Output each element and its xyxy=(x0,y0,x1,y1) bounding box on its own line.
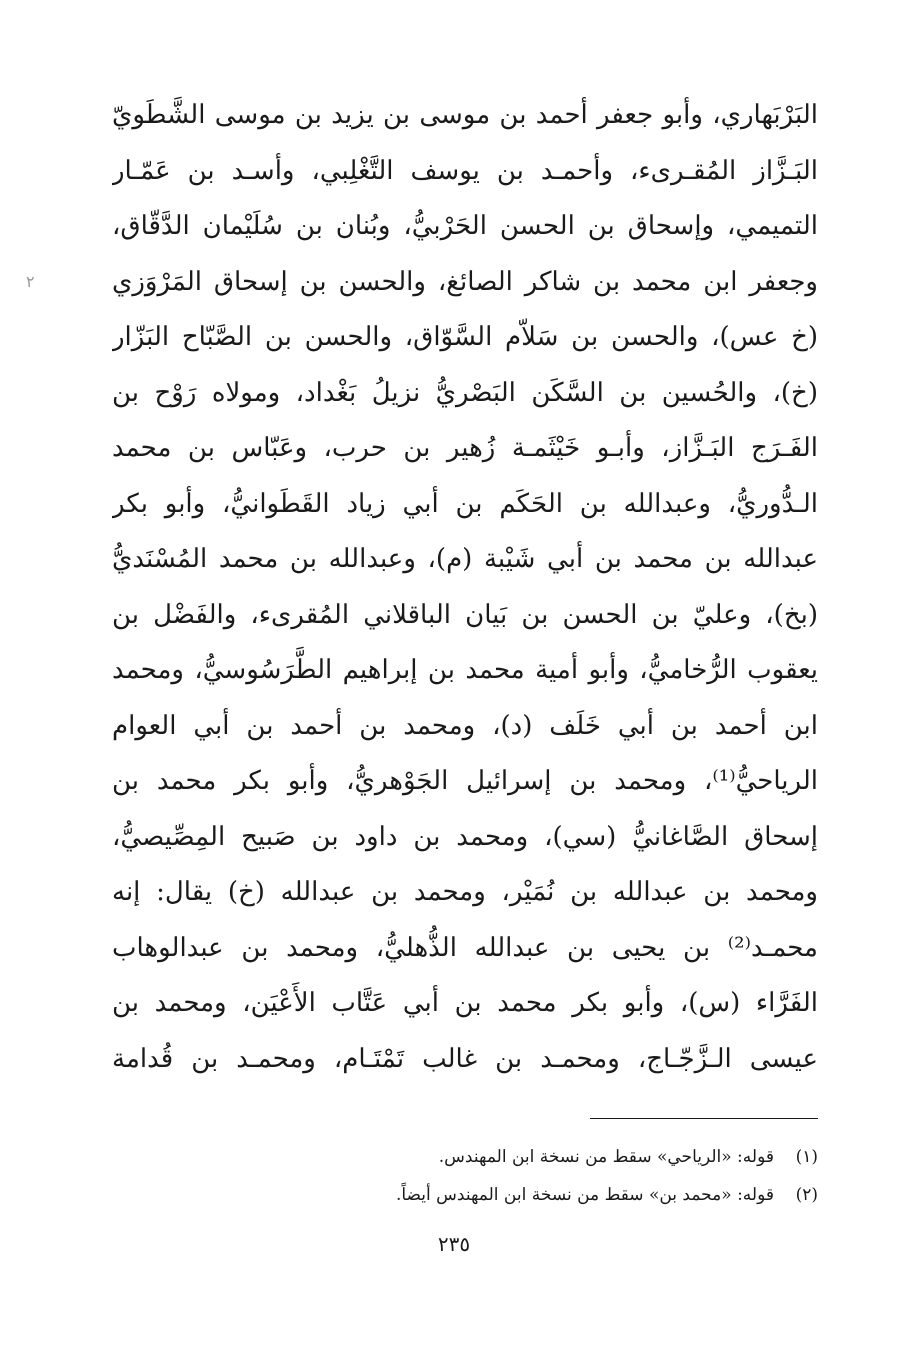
footnote xyxy=(112,1176,818,1214)
text-line: ومحمد بن عبدالله بن نُمَيْر، ومحمد بن عبدالله (خ) يقال: إنه xyxy=(112,877,818,907)
text-line: (خ عس)، والحسن بن سَلاّم السَّوّاق، والحسن بن الصَّبّاح البَزّار xyxy=(112,322,818,352)
text-line: (خ)، والحُسين بن السَّكَن البَصْريُّ نزيلُ بَغْداد، ومولاه رَوْح بن xyxy=(112,377,818,408)
text-line: التميمي، وإسحاق بن الحسن الحَرْبيُّ، وبُنان بن سُلَيْمان الدَّقّاق، xyxy=(112,211,818,241)
text-line: الفَـرَج البَـزَّاز، وأبـو خَيْثَمـة زُهير بن حرب، وعَبّاس بن محمد xyxy=(112,433,818,463)
footnote xyxy=(112,1138,818,1176)
text-line: ابن أحمد بن أبي خَلَف (د)، ومحمد بن أحمد بن أبي العوام xyxy=(112,710,818,741)
text-line: وجعفر ابن محمد بن شاكر الصائغ، والحسن بن إسحاق المَرْوَزي xyxy=(112,266,818,297)
text-line: محمـد⁽²⁾ بن يحيى بن عبدالله الذُّهليُّ، ومحمد بن عبدالوهاب xyxy=(112,932,818,963)
text-line: الرياحيُّ⁽¹⁾، ومحمد بن إسرائيل الجَوْهريُّ، وأبو بكر محمد بن xyxy=(112,766,818,796)
footnote-number: (١) xyxy=(795,1147,818,1167)
margin-mark: ٢ xyxy=(26,272,35,291)
text-line: البَرْبَهاري، وأبو جعفر أحمد بن موسى بن يزيد بن موسى الشَّطَويّ xyxy=(112,100,818,130)
footnotes xyxy=(112,1138,818,1214)
footnote-text: قوله: «الرياحي» سقط من نسخة ابن المهندس. xyxy=(438,1147,774,1167)
text-line: البَـزَّاز المُقـرىء، وأحمـد بن يوسف التَّغْلِبي، وأسـد بن عَمّـار xyxy=(112,155,818,186)
footnote-divider xyxy=(590,1118,818,1119)
text-line: إسحاق الصَّاغانيُّ (سي)، ومحمد بن داود بن صَبيح المِصِّيصيُّ، xyxy=(112,821,818,852)
text-line: عبدالله بن محمد بن أبي شَيْبة (م)، وعبدالله بن محمد المُسْنَديُّ xyxy=(112,544,818,574)
page-number: ٢٣٥ xyxy=(437,1232,471,1256)
text-line: الفَرَّاء (س)، وأبو بكر محمد بن أبي عَتَّاب الأَعْيَن، ومحمد بن xyxy=(112,988,818,1018)
main-text xyxy=(112,88,818,1087)
footnote-number: (٢) xyxy=(795,1185,818,1205)
text-line: يعقوب الرُّخاميُّ، وأبو أمية محمد بن إبراهيم الطَّرَسُوسيُّ، ومحمد xyxy=(112,655,818,685)
text-line: الـدُّوريُّ، وعبدالله بن الحَكَم بن أبي زياد القَطَوانيُّ، وأبو بكر xyxy=(112,488,818,519)
text-line: (بخ)، وعليّ بن الحسن بن بَيان الباقلاني المُقرىء، والفَضْل بن xyxy=(112,599,818,630)
text-line: عيسى الـزَّجّـاج، ومحمـد بن غالب تَمْتَـام، ومحمـد بن قُدامة xyxy=(112,1043,818,1074)
footnote-text: قوله: «محمد بن» سقط من نسخة ابن المهندس أيضاً. xyxy=(395,1185,774,1205)
